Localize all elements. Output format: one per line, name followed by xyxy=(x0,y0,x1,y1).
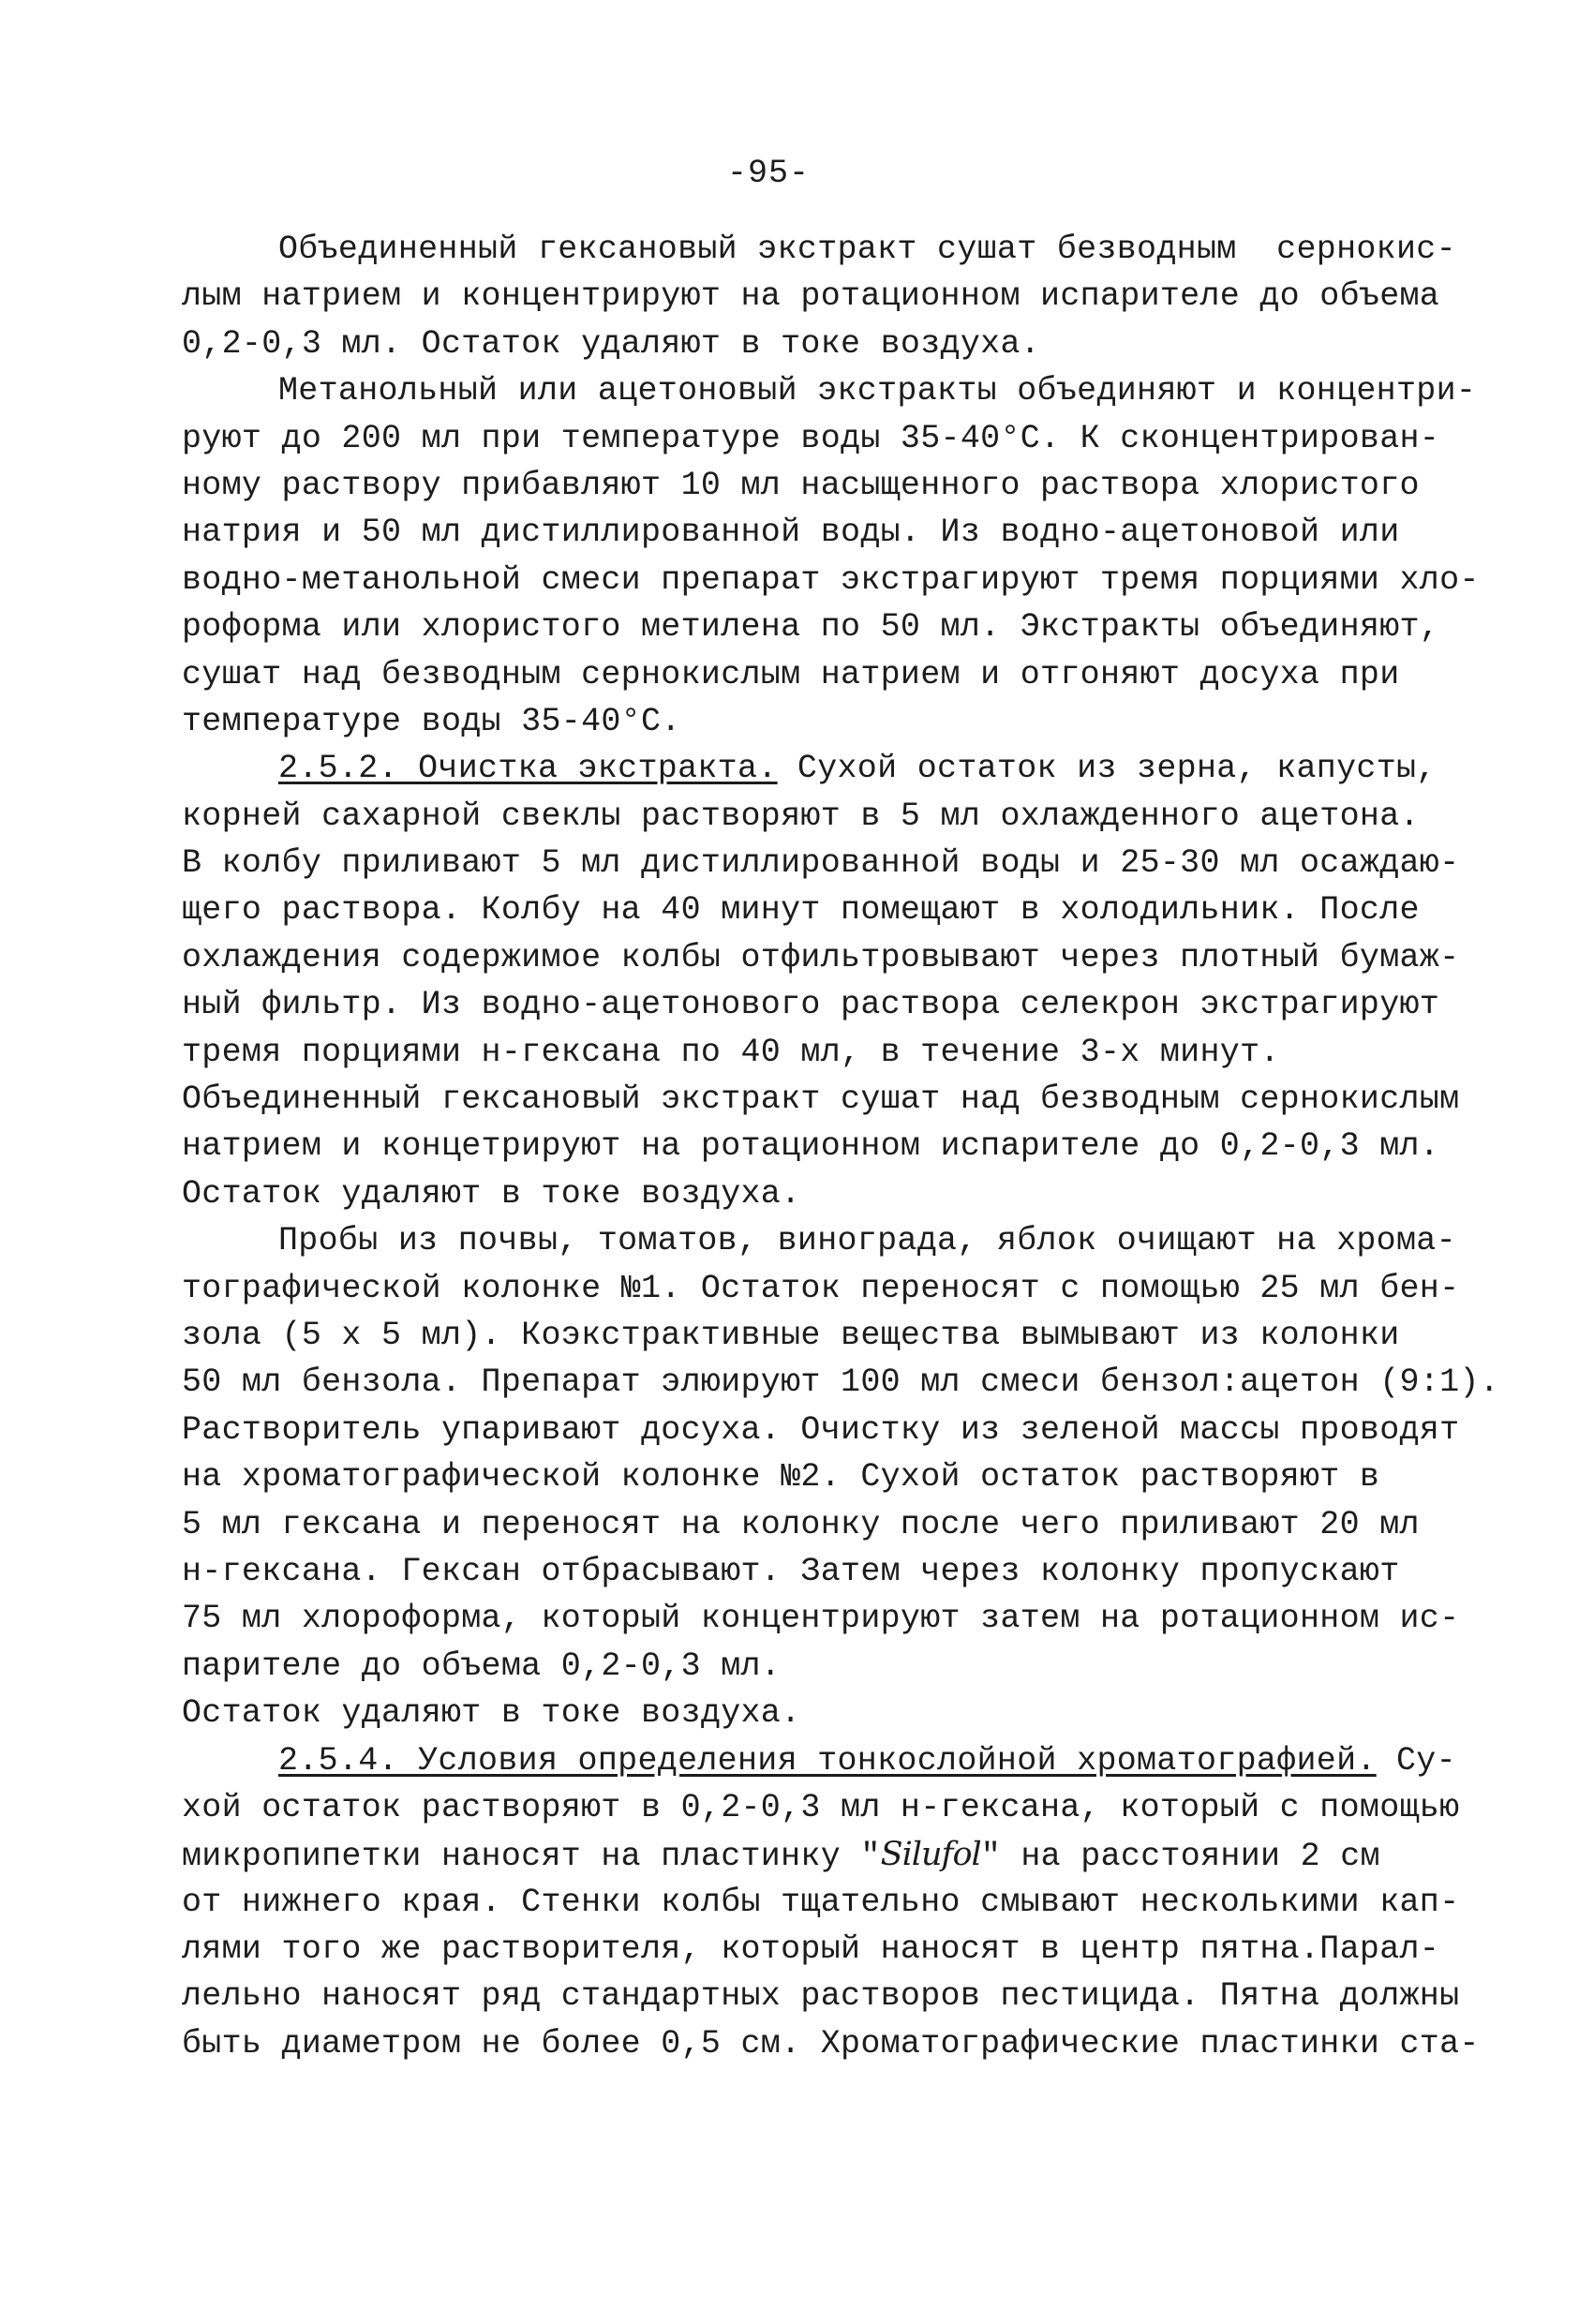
line-text: " на расстоянии 2 см xyxy=(980,1838,1380,1876)
text-line xyxy=(182,1831,1466,1878)
line-text: В колбу приливают 5 мл дистиллированной воды и 25-30 мл осаждаю- xyxy=(182,844,1460,883)
line-text: охлаждения содержимое колбы отфильтровывают через плотный бумаж- xyxy=(182,938,1460,976)
line-text: Остаток удаляют в токе воздуха. xyxy=(182,1174,801,1213)
text-line xyxy=(182,415,1466,462)
line-text: Пробы из почвы, томатов, винограда, яблок очищают на хрома- xyxy=(278,1222,1456,1260)
line-text: температуре воды 35-40°С. xyxy=(182,702,681,740)
line-text: роформа или хлористого метилена по 50 мл. Экстракты объединяют, xyxy=(182,608,1440,647)
line-text: зола (5 x 5 мл). Коэкстрактивные вещества вымывают из колонки xyxy=(182,1316,1400,1354)
text-line xyxy=(182,1879,1466,1926)
line-text: натрием и концетрируют на ротационном испарителе до 0,2-0,3 мл. xyxy=(182,1127,1440,1166)
text-line xyxy=(182,1501,1466,1548)
line-text: лями того же растворителя, который наносят в центр пятна.Парал- xyxy=(182,1930,1440,1969)
text-line xyxy=(182,698,1466,745)
body-text xyxy=(182,226,1500,2067)
line-text: на хроматографической колонке №2. Сухой остаток растворяют в xyxy=(182,1458,1380,1497)
text-line xyxy=(182,1737,1466,1784)
line-text: парителе до объема 0,2-0,3 мл. xyxy=(182,1646,782,1685)
text-line xyxy=(182,1312,1466,1359)
line-text: Сухой остаток из зерна, капусты, xyxy=(777,750,1437,788)
text-line xyxy=(182,603,1466,650)
section-heading: 2.5.4. Условия определения тонкослойной хроматографией. xyxy=(278,1741,1377,1780)
line-text: 75 мл хлороформа, который концентрируют затем на ротационном ис- xyxy=(182,1600,1460,1638)
line-text: Метанольный или ацетоновый экстракты объединяют и концентри- xyxy=(278,372,1477,410)
line-text: сушат над безводным сернокислым натрием и отгоняют досуха при xyxy=(182,655,1400,693)
text-line xyxy=(182,1784,1466,1831)
line-text: руют до 200 мл при температуре воды 35-40°С. К сконцентрирован- xyxy=(182,419,1440,457)
line-text: Объединенный гексановый экстракт сушат над безводным сернокислым xyxy=(182,1080,1460,1119)
line-text: лельно наносят ряд стандартных растворов пестицида. Пятна должны xyxy=(182,1977,1460,2016)
text-line xyxy=(182,462,1466,509)
text-line xyxy=(182,1265,1466,1312)
handwritten-word: Silufol xyxy=(880,1836,981,1874)
text-line xyxy=(182,1453,1466,1500)
text-line xyxy=(182,1690,1466,1736)
line-text: быть диаметром не более 0,5 см. Хроматографические пластинки ста- xyxy=(182,2024,1480,2063)
text-line xyxy=(182,1643,1466,1690)
text-line xyxy=(182,745,1466,792)
text-line xyxy=(182,226,1466,273)
line-text: тографической колонке №1. Остаток переносят с помощью 25 мл бен- xyxy=(182,1269,1460,1307)
line-text: н-гексана. Гексан отбрасывают. Затем через колонку пропускают xyxy=(182,1552,1400,1590)
text-line xyxy=(182,1595,1466,1642)
text-line xyxy=(182,1973,1466,2019)
text-line xyxy=(182,886,1466,933)
text-line xyxy=(182,981,1466,1028)
text-line xyxy=(182,367,1477,414)
line-text: натрия и 50 мл дистиллированной воды. Из водно-ацетоновой или xyxy=(182,514,1400,552)
line-text: Су- xyxy=(1376,1741,1456,1780)
page-number: -95- xyxy=(726,155,810,192)
text-line xyxy=(182,793,1466,840)
text-line xyxy=(182,509,1466,556)
text-line xyxy=(182,651,1466,698)
line-text: ному раствору прибавляют 10 мл насыщенного раствора хлористого xyxy=(182,466,1420,504)
line-text: Остаток удаляют в токе воздуха. xyxy=(182,1694,801,1733)
line-text: лым натрием и концентрируют на ротационном испарителе до объема xyxy=(182,277,1440,316)
text-line xyxy=(182,1170,1466,1217)
line-text: хой остаток растворяют в 0,2-0,3 мл н-гексана, который с помощью xyxy=(182,1788,1460,1826)
text-line xyxy=(182,273,1466,320)
text-line xyxy=(182,1359,1500,1406)
line-text: микропипетки наносят на пластинку " xyxy=(182,1838,881,1876)
text-line xyxy=(182,2020,1480,2067)
text-line xyxy=(182,1123,1466,1169)
line-text: тремя порциями н-гексана по 40 мл, в течение 3-х минут. xyxy=(182,1033,1280,1071)
text-line xyxy=(182,1029,1466,1076)
line-text: корней сахарной свеклы растворяют в 5 мл охлажденного ацетона. xyxy=(182,797,1420,835)
line-text: Растворитель упаривают досуха. Очистку из зеленой массы проводят xyxy=(182,1410,1460,1449)
text-line xyxy=(182,934,1466,981)
line-text: 0,2-0,3 мл. Остаток удаляют в токе воздуха. xyxy=(182,324,1041,363)
line-text: ный фильтр. Из водно-ацетонового раствора селекрон экстрагируют xyxy=(182,986,1440,1024)
text-line xyxy=(182,1076,1466,1123)
line-text: щего раствора. Колбу на 40 минут помещают в холодильник. После xyxy=(182,891,1420,930)
line-text: 5 мл гексана и переносят на колонку после чего приливают 20 мл xyxy=(182,1505,1420,1543)
text-line xyxy=(182,1407,1466,1453)
line-text: 50 мл бензола. Препарат элюируют 100 мл смеси бензол:ацетон (9:1). xyxy=(182,1363,1500,1402)
text-line xyxy=(182,1217,1466,1264)
text-line xyxy=(182,1926,1466,1973)
line-text: Объединенный гексановый экстракт сушат безводным сернокис- xyxy=(278,231,1456,268)
text-line xyxy=(182,1548,1466,1595)
line-text: водно-метанольной смеси препарат экстрагируют тремя порциями хло- xyxy=(182,560,1480,599)
text-line xyxy=(182,557,1480,603)
text-line xyxy=(182,320,1466,367)
line-text: от нижнего края. Стенки колбы тщательно смывают несколькими кап- xyxy=(182,1883,1460,1921)
text-line xyxy=(182,840,1466,886)
section-heading: 2.5.2. Очистка экстракта. xyxy=(278,750,778,788)
